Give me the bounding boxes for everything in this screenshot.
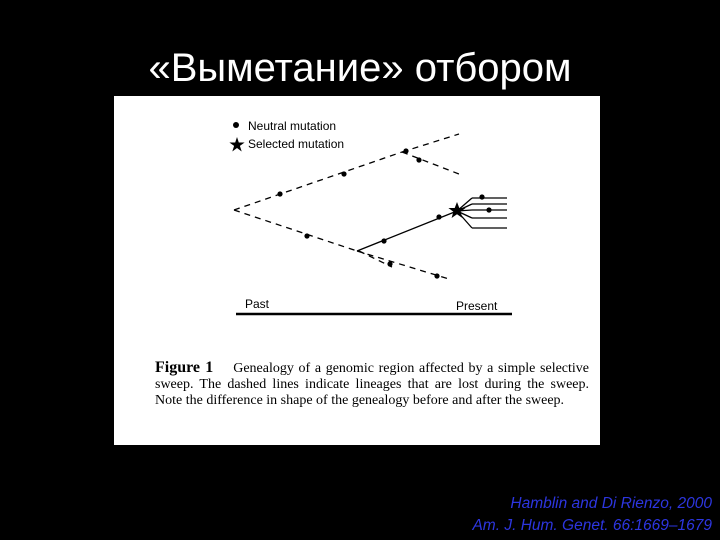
- legend-neutral-label: Neutral mutation: [248, 119, 337, 133]
- legend-selected-label: Selected mutation: [248, 137, 345, 151]
- neutral-mutation-legend-icon: [233, 122, 239, 128]
- figure-caption-label: Figure 1: [155, 359, 214, 376]
- slide-title: «Выметание» отбором: [148, 46, 572, 90]
- figure-caption: [155, 360, 589, 409]
- figure-caption-text: Genealogy of a genomic region affected by a simple selective sweep. The dashed lines indicate lineages that are lost during the sweep. Note the difference in shape of the genealogy before and after the sweep.: [155, 361, 590, 408]
- surviving-lineage: [357, 198, 507, 251]
- figure-panel: [114, 96, 600, 445]
- citation-journal: Am. J. Hum. Genet. 66:1669–1679: [472, 517, 712, 534]
- citation-authors: Hamblin and Di Rienzo, 2000: [510, 495, 712, 512]
- lost-lineages: [234, 134, 459, 279]
- citation: [472, 493, 712, 537]
- axis-present-label: Present: [456, 299, 498, 313]
- selected-mutation-legend-icon: [229, 137, 244, 152]
- axis-past-label: Past: [245, 297, 270, 311]
